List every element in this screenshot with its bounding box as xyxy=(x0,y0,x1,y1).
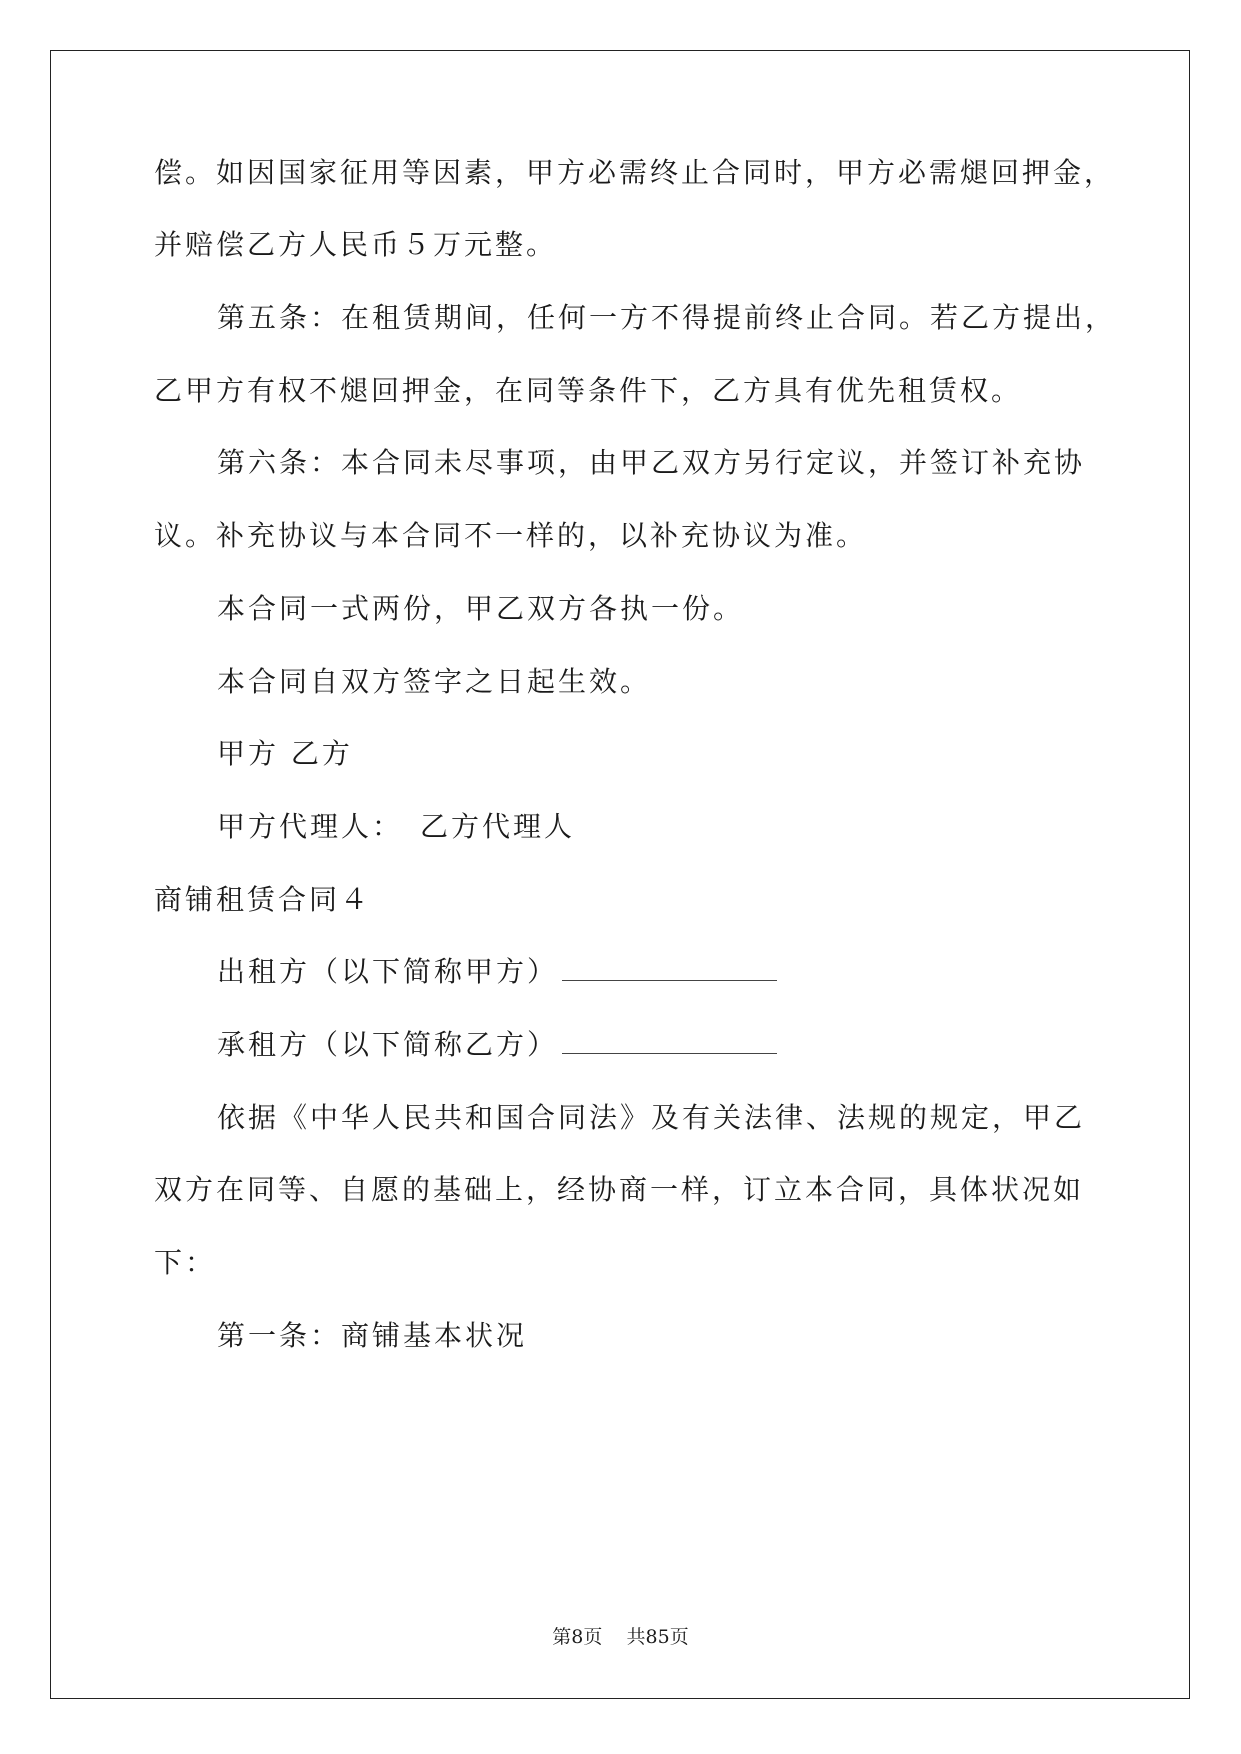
lessee-blank xyxy=(562,1027,777,1054)
text-line: 下： xyxy=(154,1246,217,1279)
article-5-line: 第五条：在租赁期间，任何一方不得提前终止合同。若乙方提出， xyxy=(217,301,1117,334)
lessee-label: 承租方（以下简称乙方） xyxy=(217,1028,559,1061)
signature-agents: 甲方代理人： 乙方代理人 xyxy=(217,810,576,843)
signature-parties: 甲方 乙方 xyxy=(217,737,353,770)
lessor-line xyxy=(217,954,777,990)
text-line: 并赔偿乙方人民币５万元整。 xyxy=(154,228,558,261)
text-line: 议。补充协议与本合同不一样的，以补充协议为准。 xyxy=(154,519,868,552)
article-6-line: 第六条：本合同未尽事项，由甲乙双方另行定议，并签订补充协 xyxy=(217,446,1086,479)
article-1-line: 第一条：商铺基本状况 xyxy=(217,1319,528,1352)
text-line: 本合同一式两份，甲乙双方各执一份。 xyxy=(217,592,745,625)
text-line: 双方在同等、自愿的基础上，经协商一样，订立本合同，具体状况如 xyxy=(154,1173,1085,1206)
page-number: 第8页 xyxy=(552,1626,603,1648)
lessor-blank xyxy=(562,954,777,981)
text-line: 乙甲方有权不煺回押金，在同等条件下，乙方具有优先租赁权。 xyxy=(154,374,1023,407)
text-line: 偿。如因国家征用等因素，甲方必需终止合同时，甲方必需煺回押金， xyxy=(154,156,1116,189)
contract-heading: 商铺租赁合同４ xyxy=(154,883,372,916)
text-line: 依据《中华人民共和国合同法》及有关法律、法规的规定，甲乙 xyxy=(217,1101,1086,1134)
page-total: 共85页 xyxy=(626,1626,689,1648)
page-footer xyxy=(0,1625,1241,1649)
lessor-label: 出租方（以下简称甲方） xyxy=(217,955,559,988)
lessee-line xyxy=(217,1027,777,1063)
text-line: 本合同自双方签字之日起生效。 xyxy=(217,665,652,698)
page-border xyxy=(50,50,1190,1699)
